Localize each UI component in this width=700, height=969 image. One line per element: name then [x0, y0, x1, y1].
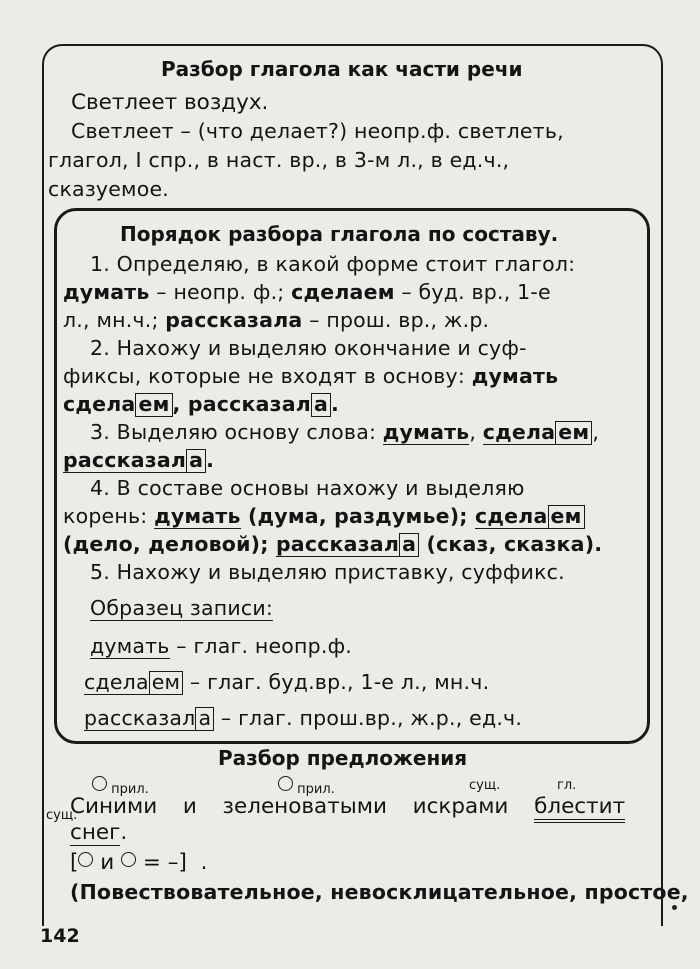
text: – глаг. неопр.ф. — [169, 634, 353, 658]
text: = –] — [142, 850, 187, 875]
step2-line1: 2. Нахожу и выделяю окончание и суф- — [90, 336, 527, 360]
page-number: 142 — [40, 925, 80, 947]
text: – буд. вр., 1-е — [394, 280, 551, 304]
step1-line2 — [63, 280, 551, 304]
word-sdelaem: сделаем — [291, 280, 395, 304]
step3-line2: рассказал а . — [63, 448, 215, 472]
step3-line1: 3. Выделяю основу слова: думать, сдела ем , — [90, 420, 600, 444]
subject-word: снег — [70, 820, 121, 845]
text: фиксы, которые не входят в основу: — [63, 364, 472, 388]
text: (сказ, сказка). — [419, 532, 603, 556]
stem: рассказал — [187, 392, 311, 416]
sentence-line-1 — [70, 794, 625, 819]
ending-box: ем — [555, 421, 592, 445]
box-title: Порядок разбора глагола по составу. — [120, 222, 559, 246]
stem: рассказал — [84, 706, 196, 730]
circle-icon — [278, 776, 293, 791]
word-dumat: думать — [63, 280, 150, 304]
step4-line2 — [63, 504, 585, 529]
step4-line3 — [63, 532, 602, 557]
example-sentence: Светлеет воздух. — [71, 90, 269, 115]
label-sush-2: сущ. — [469, 778, 501, 793]
ending-box: а — [186, 449, 206, 473]
word-dumat: думать — [90, 634, 170, 658]
ending-box: ем — [135, 393, 172, 417]
ending-box: а — [399, 533, 419, 557]
text: – неопр. ф.; — [149, 280, 292, 304]
stem: сдела — [84, 670, 149, 694]
stem: сдела — [482, 420, 556, 444]
step1-line1: 1. Определяю, в какой форме стоит глагол: — [90, 252, 576, 276]
sample-line-3 — [84, 706, 522, 731]
predicate-word: блестит — [534, 794, 625, 823]
stem: сдела — [63, 392, 136, 416]
label-gl: гл. — [557, 778, 577, 793]
text: – глаг. буд.вр., 1-е л., мн.ч. — [183, 670, 490, 694]
stem: сдела — [475, 504, 548, 528]
text: . — [331, 392, 340, 416]
circle-icon — [78, 852, 93, 867]
step2-line2 — [63, 364, 558, 388]
verb-analysis-title: Разбор глагола как части речи — [161, 57, 523, 81]
step4-line1: 4. В составе основы нахожу и выделяю — [90, 476, 525, 500]
circle-icon — [92, 776, 107, 791]
text: , — [172, 392, 188, 416]
text: – прош. вр., ж.р. — [302, 308, 490, 332]
word-dumat: думать — [154, 504, 241, 528]
text: л., мн.ч.; — [63, 308, 166, 332]
text: (дело, деловой); — [63, 532, 276, 556]
sample-title — [90, 596, 273, 620]
analysis-line-3: сказуемое. — [48, 177, 169, 201]
text: – глаг. прош.вр., ж.р., ед.ч. — [214, 706, 523, 730]
label-sush-1: сущ. — [46, 808, 78, 823]
word-rasskazala: рассказала — [165, 308, 303, 332]
analysis-line-1: Светлеет – (что делает?) неопр.ф. светлеть, — [71, 119, 564, 143]
word-dumat: думать — [382, 420, 470, 444]
word: Синими — [70, 794, 158, 819]
ending-box: ем — [548, 505, 585, 529]
stem: рассказал — [63, 448, 187, 472]
step1-line3 — [63, 308, 489, 332]
stem: рассказал — [275, 532, 400, 556]
word-dumat: думать — [471, 364, 559, 388]
dot-mark — [672, 905, 677, 910]
text: корень: — [63, 504, 155, 528]
sample-title-text: Образец записи: — [90, 596, 274, 620]
text: . — [120, 820, 128, 845]
label: прил. — [111, 782, 149, 797]
label: прил. — [297, 782, 335, 797]
text: и — [100, 850, 115, 875]
sentence-line-2 — [70, 820, 127, 845]
ending-box: а — [195, 707, 214, 731]
analysis-line-2: глагол, I спр., в наст. вр., в 3-м л., в ед.ч., — [48, 148, 510, 172]
sentence-characteristics: (Повествовательное, невосклицательное, простое, — [70, 880, 689, 904]
word: зеленоватыми — [222, 794, 387, 819]
sentence-analysis-title: Разбор предложения — [218, 746, 468, 770]
circle-icon — [121, 852, 136, 867]
ending-box: а — [311, 393, 331, 417]
word: искрами — [412, 794, 509, 819]
sample-line-1 — [90, 634, 352, 658]
text: 3. Выделяю основу слова: — [90, 420, 383, 444]
word: и — [182, 794, 197, 819]
step5: 5. Нахожу и выделяю приставку, суффикс. — [90, 560, 565, 584]
ending-box: ем — [149, 671, 183, 695]
text: (дума, раздумье); — [240, 504, 476, 528]
step2-line3 — [63, 392, 339, 417]
sentence-scheme: [ и = –] . — [70, 850, 208, 875]
sample-line-2 — [84, 670, 489, 695]
